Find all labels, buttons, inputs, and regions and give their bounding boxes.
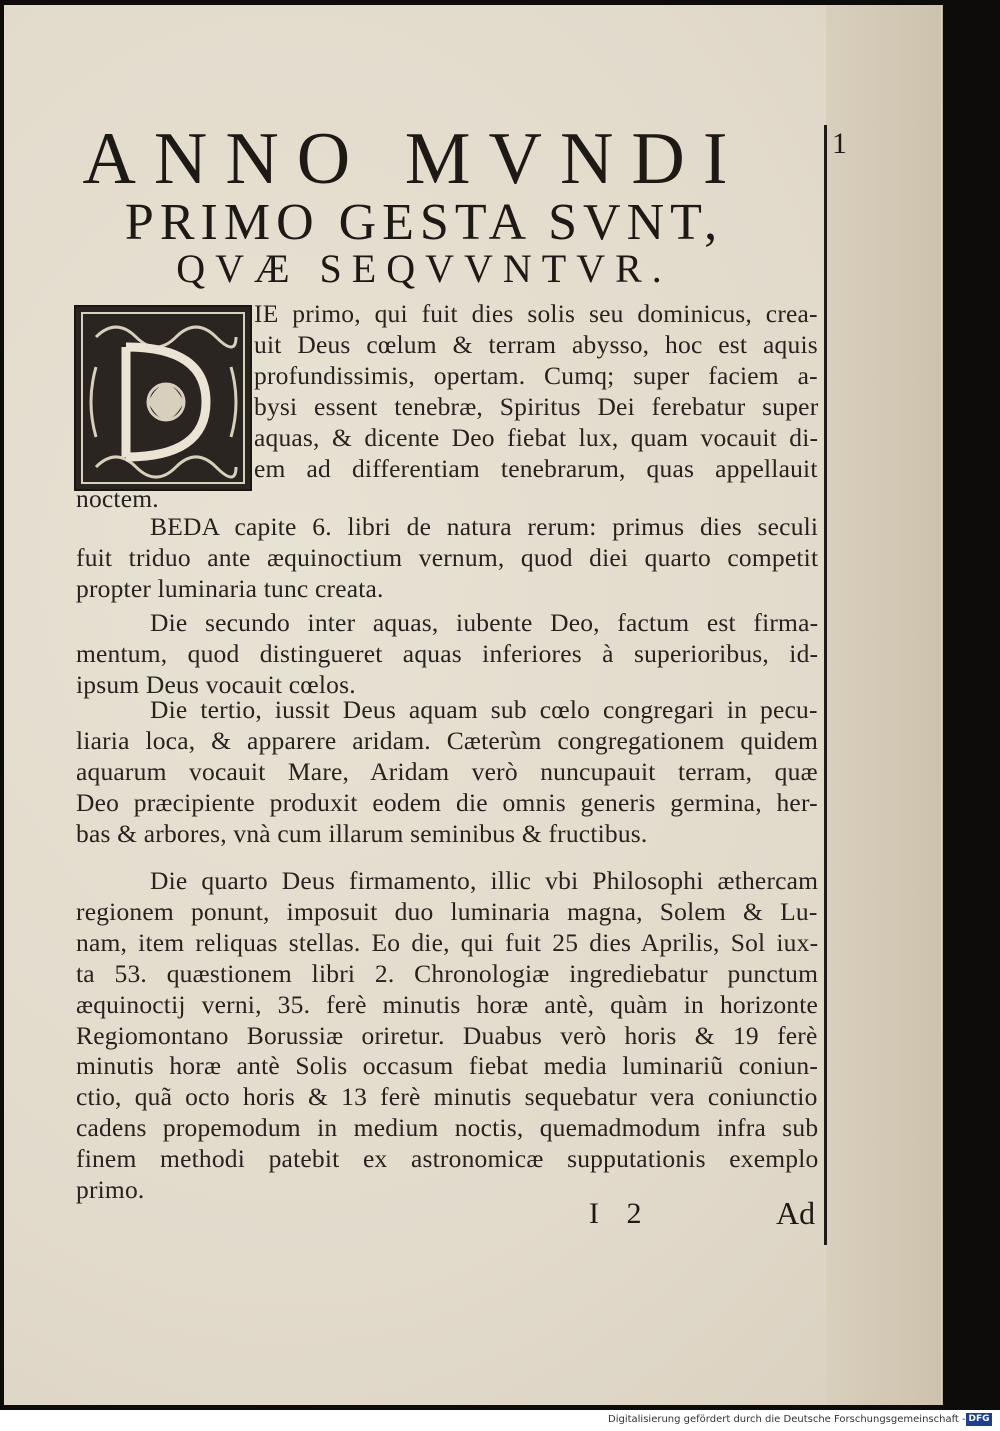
catchword: Ad [776,1195,816,1231]
text-line: minutis horæ antè Solis occasum fiebat media luminariũ coniun- [76,1051,819,1081]
text-line: em ad differentiam tenebrarum, quas appellauit [254,453,818,483]
text-line: bas & arbores, vnà cum illarum seminibus & fructibus. [76,818,648,848]
text-line: Die quarto Deus firmamento, illic vbi Philosophi æthercam [150,866,819,895]
text-line: ipsum Deus vocauit cœlos. [76,669,356,699]
heading-line-3: QVÆ SEQVVNTVR. [176,246,672,291]
heading-line-1: ANNO MVNDI [82,118,746,200]
text-line: primo. [76,1175,145,1204]
text-line: Regiomontano Borussiæ oriretur. Duabus verò horis & 19 ferè [76,1020,818,1050]
text-line: BEDA capite 6. libri de natura rerum: primus dies seculi [150,512,819,541]
text-line: aquarum vocauit Mare, Aridam verò nuncupauit terram, quæ [76,756,818,786]
text-line: noctem. [76,484,159,514]
book-page [4,5,943,1405]
text-line: mentum, quod distingueret aquas inferiores à superioribus, id- [76,638,819,668]
text-line: finem methodi patebit ex astronomicæ supputationis exemplo [76,1144,819,1174]
text-line: Die secundo inter aquas, iubente Deo, factum est firma- [150,608,819,637]
text-line: nam, item reliquas stellas. Eo die, qui fuit 25 dies Aprilis, Sol iux- [76,927,819,957]
margin-rule [824,125,827,1245]
heading-line-2: PRIMO GESTA SVNT, [124,194,724,251]
text-line: fuit triduo ante æquinoctium vernum, quod diei quarto competit [76,542,819,572]
text-line: uit Deus cœlum & terram abysso, hoc est aquis [254,329,818,359]
text-line: ta 53. quæstionem libri 2. Chronologiæ ingrediebatur punctum [76,958,819,988]
digitization-credit: Digitalisierung gefördert durch die Deutsche Forschungsgemeinschaft - [608,1414,966,1425]
text-line: cadens propemodum in medium noctis, quemadmodum infra sub [76,1113,819,1143]
text-line: æquinoctij verni, 35. ferè minutis horæ antè, quàm in horizonte [76,989,819,1019]
text-line: aquas, & dicente Deo fiebat lux, quam vocauit di- [254,422,819,452]
decorated-initial [74,305,252,491]
text-line: liaria loca, & apparere aridam. Cæterùm congregationem quidem [76,725,819,755]
dfg-logo: DFG [966,1413,992,1426]
text-line: IE primo, qui fuit dies solis seu dominicus, crea- [254,299,818,328]
text-line: profundissimis, opertam. Cumq; super faciem a- [254,360,818,390]
ornament-icon [76,307,250,489]
text-line: Deo præcipiente produxit eodem die omnis generis germina, her- [76,787,818,817]
text-line: propter luminaria tunc creata. [76,573,384,603]
text-line: regionem ponunt, imposuit duo luminaria magna, Solem & Lu- [76,896,818,926]
text-line: ctio, quã octo horis & 13 ferè minutis sequebatur vera coniunctio [76,1082,818,1112]
page-fold-shadow [826,5,941,1405]
text-line: bysi essent tenebræ, Spiritus Dei ferebatur super [254,391,819,421]
corner-page-mark: 1 [832,127,847,160]
text-line: Die tertio, iussit Deus aquam sub cœlo congregari in pecu- [150,695,818,724]
signature-mark: I 2 [589,1197,652,1230]
